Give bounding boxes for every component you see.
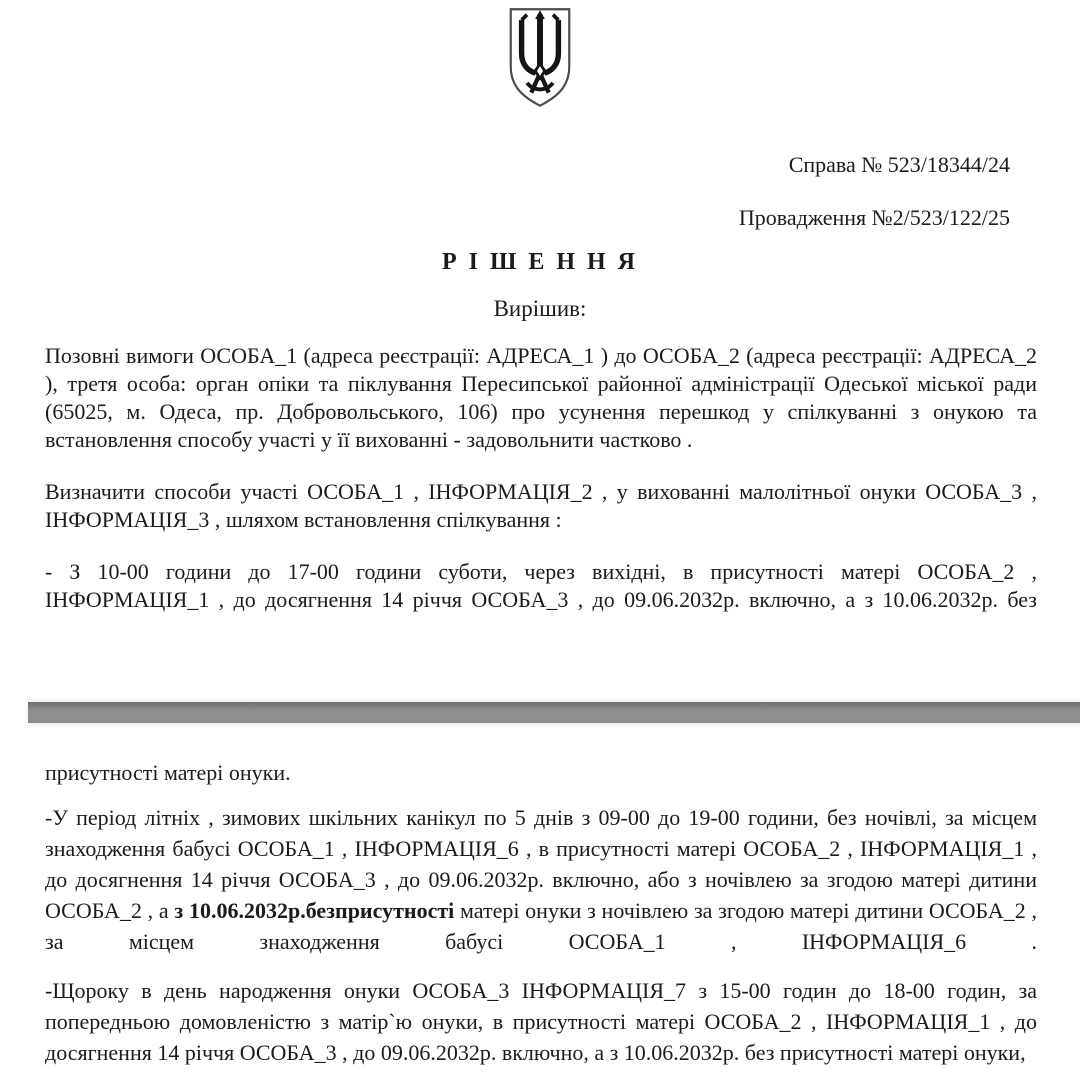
proceeding-number: Провадження №2/523/122/25 bbox=[738, 205, 1010, 230]
decision-body-page1 bbox=[0, 342, 1080, 614]
paragraph-continuation: присутності матері онуки. bbox=[45, 760, 291, 785]
paragraph-holidays-post: матері онуки з ночівлею за згодою матері дитини ОСОБА_2 , за місцем знаходження бабусі ОСОБА_1 , ІНФОРМАЦІЯ_6 . bbox=[45, 898, 1038, 954]
paragraph-birthday-schedule: -Щороку в день народження онуки ОСОБА_3 ІНФОРМАЦІЯ_7 з 15-00 годин до 18-00 годин, за попередньою домовленістю з матір`ю онуки, в присутності матері ОСОБА_2 , ІНФОРМАЦІЯ_1 , до досягнення 14 річчя ОСОБА_3 , до 09.06.2032р. включно, а з 10.06.2032р. без присутності матері онуки, bbox=[45, 978, 1037, 1065]
case-number: Справа № 523/18344/24 bbox=[788, 152, 1010, 177]
page-break-separator bbox=[28, 702, 1080, 723]
ukraine-trident-emblem bbox=[501, 6, 579, 110]
document-title: Р І Ш Е Н Н Я bbox=[441, 249, 639, 275]
paragraph-saturday-schedule: - З 10-00 години до 17-00 години суботи, через вихідні, в присутності матері ОСОБА_2 , ІНФОРМАЦІЯ_1 , до досягнення 14 річчя ОСОБА_3 , до 09.06.2032р. включно, а з 10.06.2032р. без bbox=[45, 559, 1037, 612]
emblem-container bbox=[0, 0, 1080, 110]
paragraph-holidays-schedule bbox=[45, 802, 1037, 957]
resolution-heading: Вирішив: bbox=[493, 296, 587, 321]
paragraph-holidays-pre: -У період літніх , зимових шкільних канікул по 5 днів з 09-00 до 19-00 години, без ночівлі, за місцем знаходження бабусі ОСОБА_1 , ІНФОРМАЦІЯ_6 , в присутності матері ОСОБА_2 , ІНФОРМАЦІЯ_1 , до досягнення 14 річчя ОСОБА_3 , до 09.06.2032р. включно, або з ночівлею за згодою матері дитини ОСОБА_2 , а bbox=[45, 805, 1037, 923]
paragraph-holidays-bold-date: з 10.06.2032р.безприсутності bbox=[174, 898, 455, 923]
decision-body-page2 bbox=[0, 757, 1080, 1068]
case-header bbox=[0, 152, 1080, 231]
paragraph-participation: Визначити способи участі ОСОБА_1 , ІНФОРМАЦІЯ_2 , у вихованні малолітньої онуки ОСОБА_3 , ІНФОРМАЦІЯ_3 , шляхом встановлення спілкування : bbox=[45, 479, 1037, 532]
paragraph-claims: Позовні вимоги ОСОБА_1 (адреса реєстрації: АДРЕСА_1 ) до ОСОБА_2 (адреса реєстрації: АДРЕСА_2 ), третя особа: орган опіки та піклування Пересипської районної адміністрації Одеської міської ради (65025, м. Одеса, пр. Добровольського, 106) про усунення перешкод у спілкуванні з онукою та встановлення способу участі у її вихованні - задовольнити частково . bbox=[45, 343, 1037, 452]
